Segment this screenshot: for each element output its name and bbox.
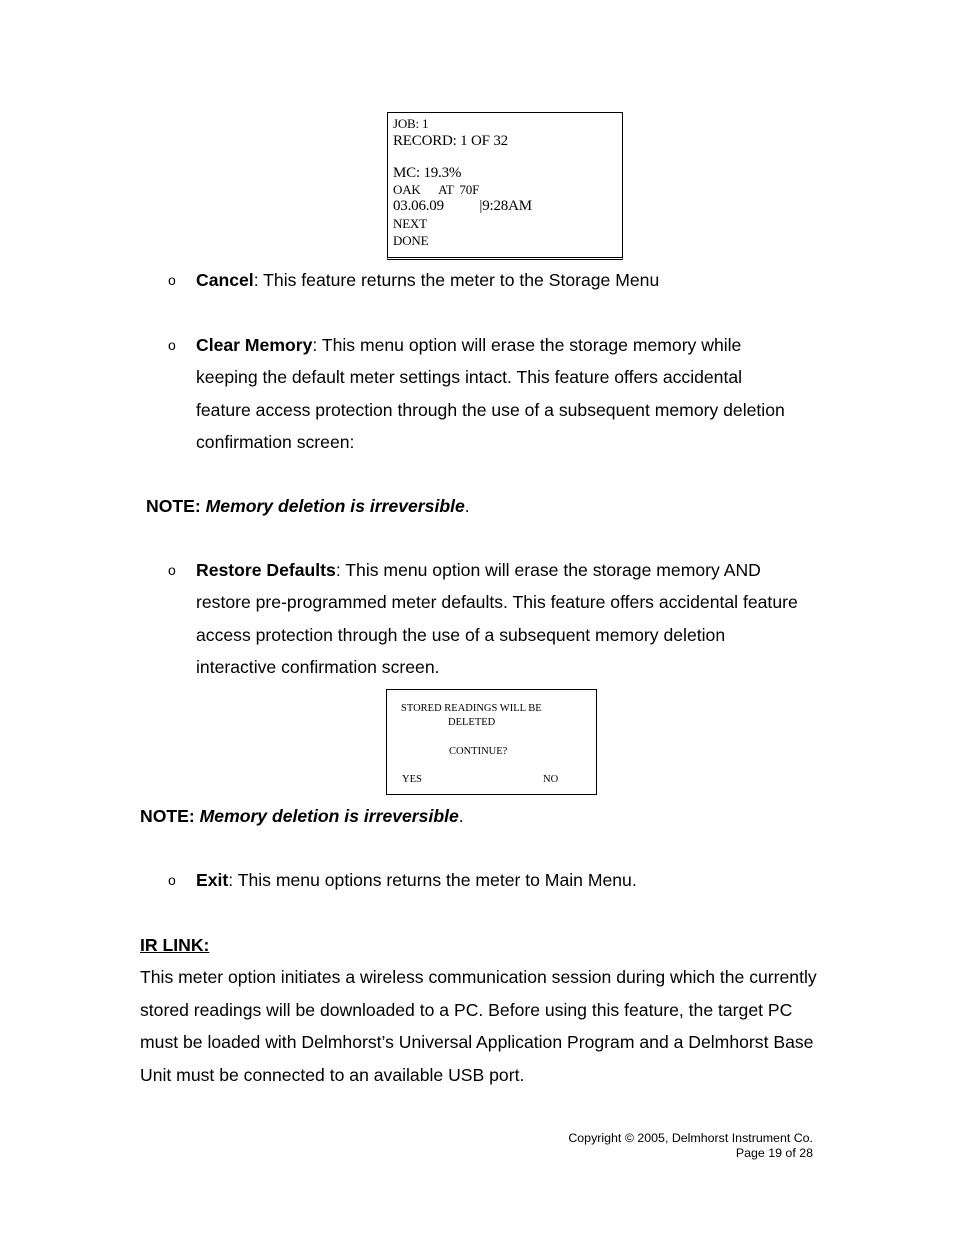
text-cancel: : This feature returns the meter to the Storage Menu [253, 270, 660, 290]
screen-line-species: OAK AT 70F [393, 182, 480, 197]
note-label: NOTE: [146, 496, 201, 516]
note-1 [146, 494, 470, 518]
bullet-restore-defaults: o [168, 562, 176, 578]
screen2-no: NO [543, 774, 559, 785]
note-period: . [458, 806, 464, 826]
screen-line-mc: MC: 19.3% [393, 165, 462, 181]
ir-link-description: This meter option initiates a wireless communication session during which the currently stored readings will be downloaded to a PC. Before using this feature, the target PC must be loaded with Delmhorst’s Universal Application Program and a Delmhorst Base Unit must be connected to an available USB port. [140, 967, 817, 1085]
note-label: NOTE: [140, 806, 195, 826]
screen-line-record: RECORD: 1 OF 32 [393, 133, 508, 149]
term-restore-defaults: Restore Defaults [196, 560, 336, 580]
item-cancel [196, 264, 816, 296]
bullet-cancel: o [168, 272, 176, 288]
note-period: . [464, 496, 470, 516]
note-text: Memory deletion is irreversible [199, 806, 459, 826]
screen2-continue: CONTINUE? [449, 746, 508, 757]
screen-line-datetime: 03.06.09 |9:28AM [393, 198, 532, 214]
bullet-clear-memory: o [168, 337, 176, 353]
item-restore-defaults [196, 554, 806, 683]
text-exit: : This menu options returns the meter to Main Menu. [228, 870, 637, 890]
meter-record-screen [387, 112, 623, 260]
bullet-exit: o [168, 872, 176, 888]
screen-line-done: DONE [393, 233, 429, 248]
page-number: Page 19 of 28 [735, 1145, 813, 1160]
screen-line-job: JOB: 1 [393, 116, 429, 131]
delete-confirmation-screen [386, 689, 597, 795]
copyright-text: Copyright © 2005, Delmhorst Instrument Co. [568, 1131, 813, 1145]
note-text: Memory deletion is irreversible [205, 496, 465, 516]
term-exit: Exit [196, 870, 229, 890]
text-clear-memory: : This menu option will erase the storage memory while keeping the default meter settings intact. This feature offers accidental feature access protection through the use of a subsequent memory deletion confirmation screen: [196, 335, 785, 452]
term-clear-memory: Clear Memory [196, 335, 313, 355]
screen2-yes: YES [402, 774, 422, 785]
item-clear-memory [196, 329, 786, 458]
screen2-line1: STORED READINGS WILL BE [401, 703, 542, 714]
text-restore-defaults: : This menu option will erase the storage memory AND restore pre-programmed meter defaults. This feature offers accidental feature access protection through the use of a subsequent memory deletion interactive confirmation screen. [196, 560, 798, 677]
screen2-line2: DELETED [448, 717, 496, 728]
term-cancel: Cancel [196, 270, 254, 290]
note-2 [140, 804, 464, 828]
section-heading-ir-link: IR LINK: [140, 935, 210, 955]
item-exit [196, 864, 816, 896]
page-footer [568, 1131, 813, 1160]
screen-line-next: NEXT [393, 216, 427, 231]
